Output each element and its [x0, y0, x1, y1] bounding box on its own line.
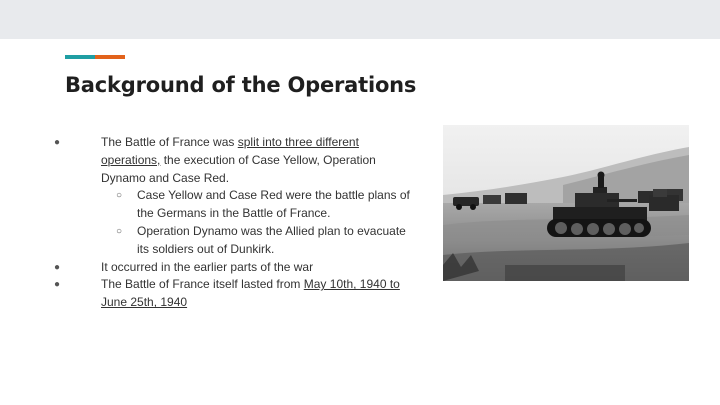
bullet-text: It occurred in the earlier parts of the war — [101, 259, 314, 274]
bullet-item — [50, 134, 412, 187]
sub-bullet-text: Case Yellow and Case Red were the battle plans of the Germans in the Battle of France. — [137, 188, 410, 221]
underlined-link-text[interactable]: split into three different operations, — [101, 135, 359, 167]
title-accent-bar — [65, 55, 125, 59]
sub-bullet-item — [50, 187, 412, 223]
sub-bullet-circle-icon: ○ — [116, 190, 123, 202]
underlined-link-text[interactable]: May 10th, 1940 to June 25th, 1940 — [101, 277, 400, 310]
bullet-dot-icon: ● — [54, 279, 61, 291]
slide-body-text[interactable] — [50, 134, 412, 312]
bullet-text: The Battle of France itself lasted from — [101, 277, 304, 292]
sub-bullet-item — [50, 223, 412, 259]
accent-teal-segment — [65, 55, 95, 59]
tank-photo[interactable] — [443, 125, 689, 281]
top-toolbar-strip — [0, 0, 720, 39]
sub-bullet-circle-icon: ○ — [116, 225, 123, 237]
slide-title[interactable]: Background of the Operations — [65, 73, 417, 97]
sub-bullet-text: Operation Dynamo was the Allied plan to evacuate its soldiers out of Dunkirk. — [137, 223, 406, 256]
bullet-dot-icon: ● — [54, 261, 61, 273]
accent-orange-segment — [95, 55, 125, 59]
bullet-item — [50, 259, 412, 277]
bullet-dot-icon: ● — [54, 137, 61, 148]
bullet-text: the execution of Case Yellow, Operation Dynamo and Case Red. — [101, 152, 376, 185]
bullet-item — [50, 276, 412, 312]
tank-photo-graphic — [443, 125, 689, 281]
bullet-text: The Battle of France was — [101, 135, 238, 149]
